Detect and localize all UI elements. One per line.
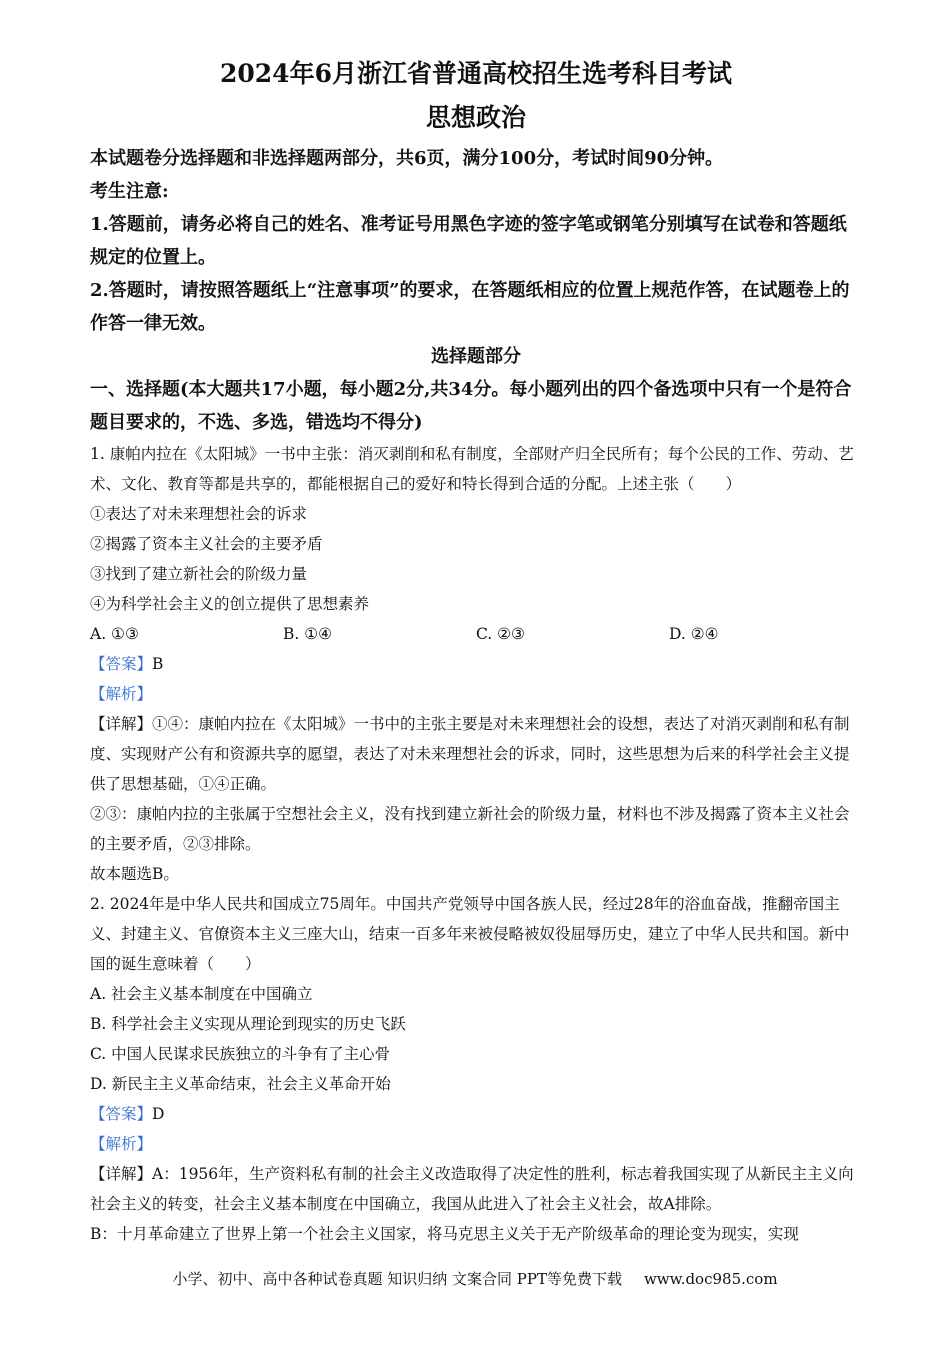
analysis-tag: 【解析】 — [90, 685, 153, 703]
exam-page — [90, 56, 862, 1249]
analysis-tag: 【解析】 — [90, 1135, 153, 1153]
footer-url-link[interactable]: www.doc985.com — [643, 1270, 778, 1288]
answer-value: B — [152, 655, 164, 673]
notice-intro: 本试题卷分选择题和非选择题两部分，共6页，满分100分，考试时间90分钟。 — [90, 148, 724, 169]
question-1-detail-1 — [90, 709, 862, 799]
question-2-option-d: D. 新民主主义革命结束，社会主义革命开始 — [90, 1075, 391, 1093]
exam-subject: 思想政治 — [425, 103, 526, 132]
question-1-statement-4: ④为科学社会主义的创立提供了思想素养 — [90, 595, 370, 613]
question-1-stem: 1. 康帕内拉在《太阳城》一书中主张：消灭剥削和私有制度，全部财产归全民所有；每个公民的工作、劳动、艺术、文化、教育等都是共享的，都能根据自己的爱好和特长得到合适的分配。上述主张（ ） — [90, 445, 854, 493]
question-2-stem: 2. 2024年是中华人民共和国成立75周年。中国共产党领导中国各族人民，经过28年的浴血奋战，推翻帝国主义、封建主义、官僚资本主义三座大山，结束一百多年来被侵略被奴役屈辱历史，建立了中华人民共和国。新中国的诞生意味着（ ） — [90, 895, 850, 973]
question-2-option-b: B. 科学社会主义实现从理论到现实的历史飞跃 — [90, 1015, 406, 1033]
question-1-options — [90, 619, 862, 649]
question-1 — [90, 439, 862, 889]
notice-item-1: 1.答题前，请务必将自己的姓名、准考证号用黑色字迹的签字笔或钢笔分别填写在试卷和答题纸规定的位置上。 — [90, 214, 847, 268]
detail-text: ①④：康帕内拉在《太阳城》一书中的主张主要是对未来理想社会的设想，表达了对消灭剥削和私有制度、实现财产公有和资源共享的愿望，表达了对未来理想社会的诉求，同时，这些思想为后来的科学社会主义提供了思想基础，①④正确。 — [90, 715, 850, 793]
question-1-statement-1: ①表达了对未来理想社会的诉求 — [90, 505, 308, 523]
detail-tag: 【详解】 — [90, 1165, 153, 1183]
notice-label: 考生注意: — [90, 181, 169, 202]
question-1-detail-2: ②③：康帕内拉的主张属于空想社会主义，没有找到建立新社会的阶级力量，材料也不涉及揭露了资本主义社会的主要矛盾，②③排除。 — [90, 805, 850, 853]
notice-item-2: 2.答题时，请按照答题纸上“注意事项”的要求，在答题纸相应的位置上规范作答，在试题卷上的作答一律无效。 — [90, 280, 850, 334]
question-2-analysis — [90, 1129, 862, 1159]
question-2-detail-1 — [90, 1159, 862, 1219]
question-1-option-a: A. ①③ — [90, 625, 139, 643]
section-title: 选择题部分 — [431, 346, 521, 367]
question-2-option-c: C. 中国人民谋求民族独立的斗争有了主心骨 — [90, 1045, 391, 1063]
question-2-answer — [90, 1099, 862, 1129]
question-1-option-b: B. ①④ — [283, 625, 333, 643]
question-1-conclusion: 故本题选B。 — [90, 865, 179, 883]
section-instruction: 一、选择题(本大题共17小题，每小题2分,共34分。每小题列出的四个备选项中只有一个是符合题目要求的，不选、多选，错选均不得分) — [90, 379, 852, 433]
answer-value: D — [152, 1105, 165, 1123]
question-1-statement-3: ③找到了建立新社会的阶级力量 — [90, 565, 308, 583]
question-1-statement-2: ②揭露了资本主义社会的主要矛盾 — [90, 535, 323, 553]
question-2-detail-2: B：十月革命建立了世界上第一个社会主义国家，将马克思主义关于无产阶级革命的理论变为现实，实现 — [90, 1225, 799, 1243]
exam-title: 2024年6月浙江省普通高校招生选考科目考试 — [220, 59, 732, 88]
question-1-option-d: D. ②④ — [669, 625, 719, 643]
detail-text: A：1956年，生产资料私有制的社会主义改造取得了决定性的胜利，标志着我国实现了从新民主主义向社会主义的转变，社会主义基本制度在中国确立，我国从此进入了社会主义社会，故A排除。 — [90, 1165, 854, 1213]
question-2 — [90, 889, 862, 1249]
detail-tag: 【详解】 — [90, 715, 153, 733]
question-2-option-a: A. 社会主义基本制度在中国确立 — [90, 985, 313, 1003]
question-1-option-c: C. ②③ — [476, 625, 525, 643]
answer-tag: 【答案】 — [90, 655, 153, 673]
question-1-answer — [90, 649, 862, 679]
footer-text: 小学、初中、高中各种试卷真题 知识归纳 文案合同 PPT等免费下载 — [172, 1270, 622, 1288]
answer-tag: 【答案】 — [90, 1105, 153, 1123]
page-footer — [0, 1268, 950, 1289]
question-1-analysis — [90, 679, 862, 709]
